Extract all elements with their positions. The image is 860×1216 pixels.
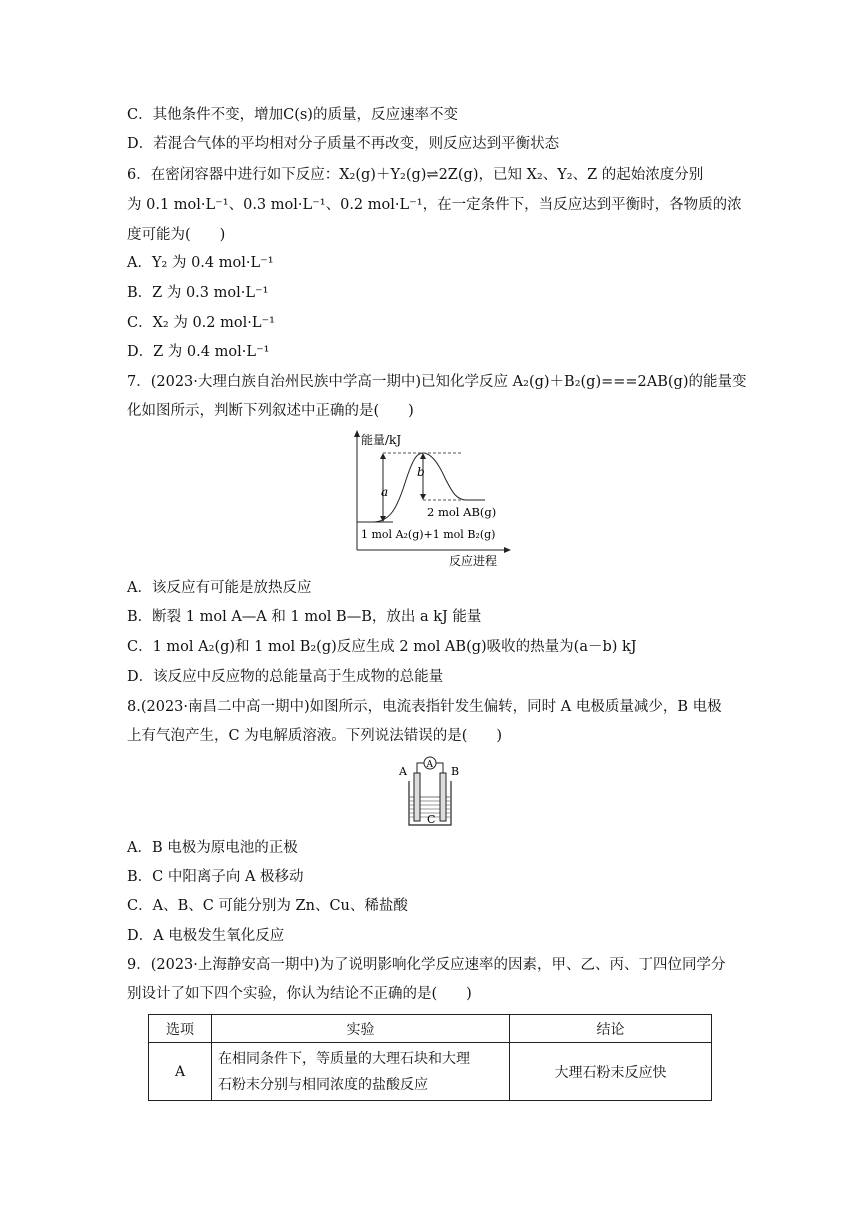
x-axis-arrow [504, 547, 511, 553]
row-experiment-line2: 石粉末分别与相同浓度的盐酸反应 [218, 1076, 428, 1093]
row-experiment-line1: 在相同条件下，等质量的大理石块和大理 [218, 1050, 470, 1067]
label-a: a [381, 485, 389, 499]
solution-label: C [427, 813, 436, 826]
header-option: 选项 [149, 1015, 212, 1043]
electrode-b [440, 773, 446, 821]
q6-stem-line3: 度可能为( ) [127, 227, 226, 243]
y-axis-label: 能量/kJ [361, 433, 402, 447]
q8-option-d: D．A 电极发生氧化反应 [127, 928, 285, 944]
q8-option-a: A．B 电极为原电池的正极 [127, 840, 298, 856]
table-row [149, 1043, 712, 1101]
q6-option-a: A．Y₂ 为 0.4 mol·L⁻¹ [127, 255, 274, 271]
table-header-row [149, 1015, 712, 1043]
header-experiment: 实验 [212, 1015, 510, 1043]
q7-option-c: C．1 mol A₂(g)和 1 mol B₂(g)反应生成 2 mol AB(g)吸收的热量为(a－b) kJ [127, 639, 637, 655]
q7-option-d: D．该反应中反应物的总能量高于生成物的总能量 [127, 669, 444, 685]
q5-option-c: C．其他条件不变，增加C(s)的质量，反应速率不变 [127, 107, 458, 123]
q8-option-c: C．A、B、C 可能分别为 Zn、Cu、稀盐酸 [127, 898, 408, 914]
q9-stem-line2: 别设计了如下四个实验，你认为结论不正确的是( ) [127, 986, 472, 1002]
q8-option-b: B．C 中阳离子向 A 极移动 [127, 869, 304, 885]
ammeter-label: A [426, 760, 433, 770]
q5-option-d: D．若混合气体的平均相对分子质量不再改变，则反应达到平衡状态 [127, 136, 560, 152]
q6-stem-line1: 6．在密闭容器中进行如下反应：X₂(g)＋Y₂(g)⇌2Z(g)，已知 X₂、Y₂、Z 的起始浓度分别 [127, 167, 704, 183]
row-conclusion: 大理石粉末反应快 [510, 1043, 712, 1101]
label-b: b [417, 465, 425, 479]
q6-option-d: D．Z 为 0.4 mol·L⁻¹ [127, 344, 270, 360]
galvanic-cell-diagram [395, 755, 465, 830]
q9-stem-line1: 9．(2023·上海静安高一期中)为了说明影响化学反应速率的因素，甲、乙、丙、丁四位同学分 [127, 957, 726, 973]
row-option: A [149, 1043, 212, 1101]
q8-stem-line1: 8.(2023·南昌二中高一期中)如图所示，电流表指针发生偏转，同时 A 电极质量减少，B 电极 [127, 699, 722, 715]
product-label: 2 mol AB(g) [427, 505, 497, 519]
energy-diagram [345, 428, 520, 568]
q7-stem-line1: 7．(2023·大理白族自治州民族中学高一期中)已知化学反应 A₂(g)＋B₂(g)===2AB(g)的能量变 [127, 374, 747, 390]
row-experiment [212, 1043, 510, 1101]
q6-stem-line2: 为 0.1 mol·L⁻¹、0.3 mol·L⁻¹、0.2 mol·L⁻¹，在一定条件下，当反应达到平衡时，各物质的浓 [127, 197, 742, 213]
reactant-label: 1 mol A₂(g)+1 mol B₂(g) [361, 528, 496, 541]
q7-option-a: A．该反应有可能是放热反应 [127, 580, 312, 596]
electrode-a [414, 773, 420, 821]
x-axis-label: 反应进程 [449, 554, 498, 568]
y-axis-arrow [354, 430, 360, 437]
q7-stem-line2: 化如图所示，判断下列叙述中正确的是( ) [127, 403, 414, 419]
q6-option-b: B．Z 为 0.3 mol·L⁻¹ [127, 285, 269, 301]
q7-option-b: B．断裂 1 mol A—A 和 1 mol B—B，放出 a kJ 能量 [127, 609, 482, 625]
q8-stem-line2: 上有气泡产生，C 为电解质溶液。下列说法错误的是( ) [127, 728, 503, 744]
electrode-b-label: B [451, 765, 460, 778]
q6-option-c: C．X₂ 为 0.2 mol·L⁻¹ [127, 315, 275, 331]
electrode-a-label: A [399, 765, 407, 778]
header-conclusion: 结论 [510, 1015, 712, 1043]
experiment-table [148, 1014, 712, 1101]
